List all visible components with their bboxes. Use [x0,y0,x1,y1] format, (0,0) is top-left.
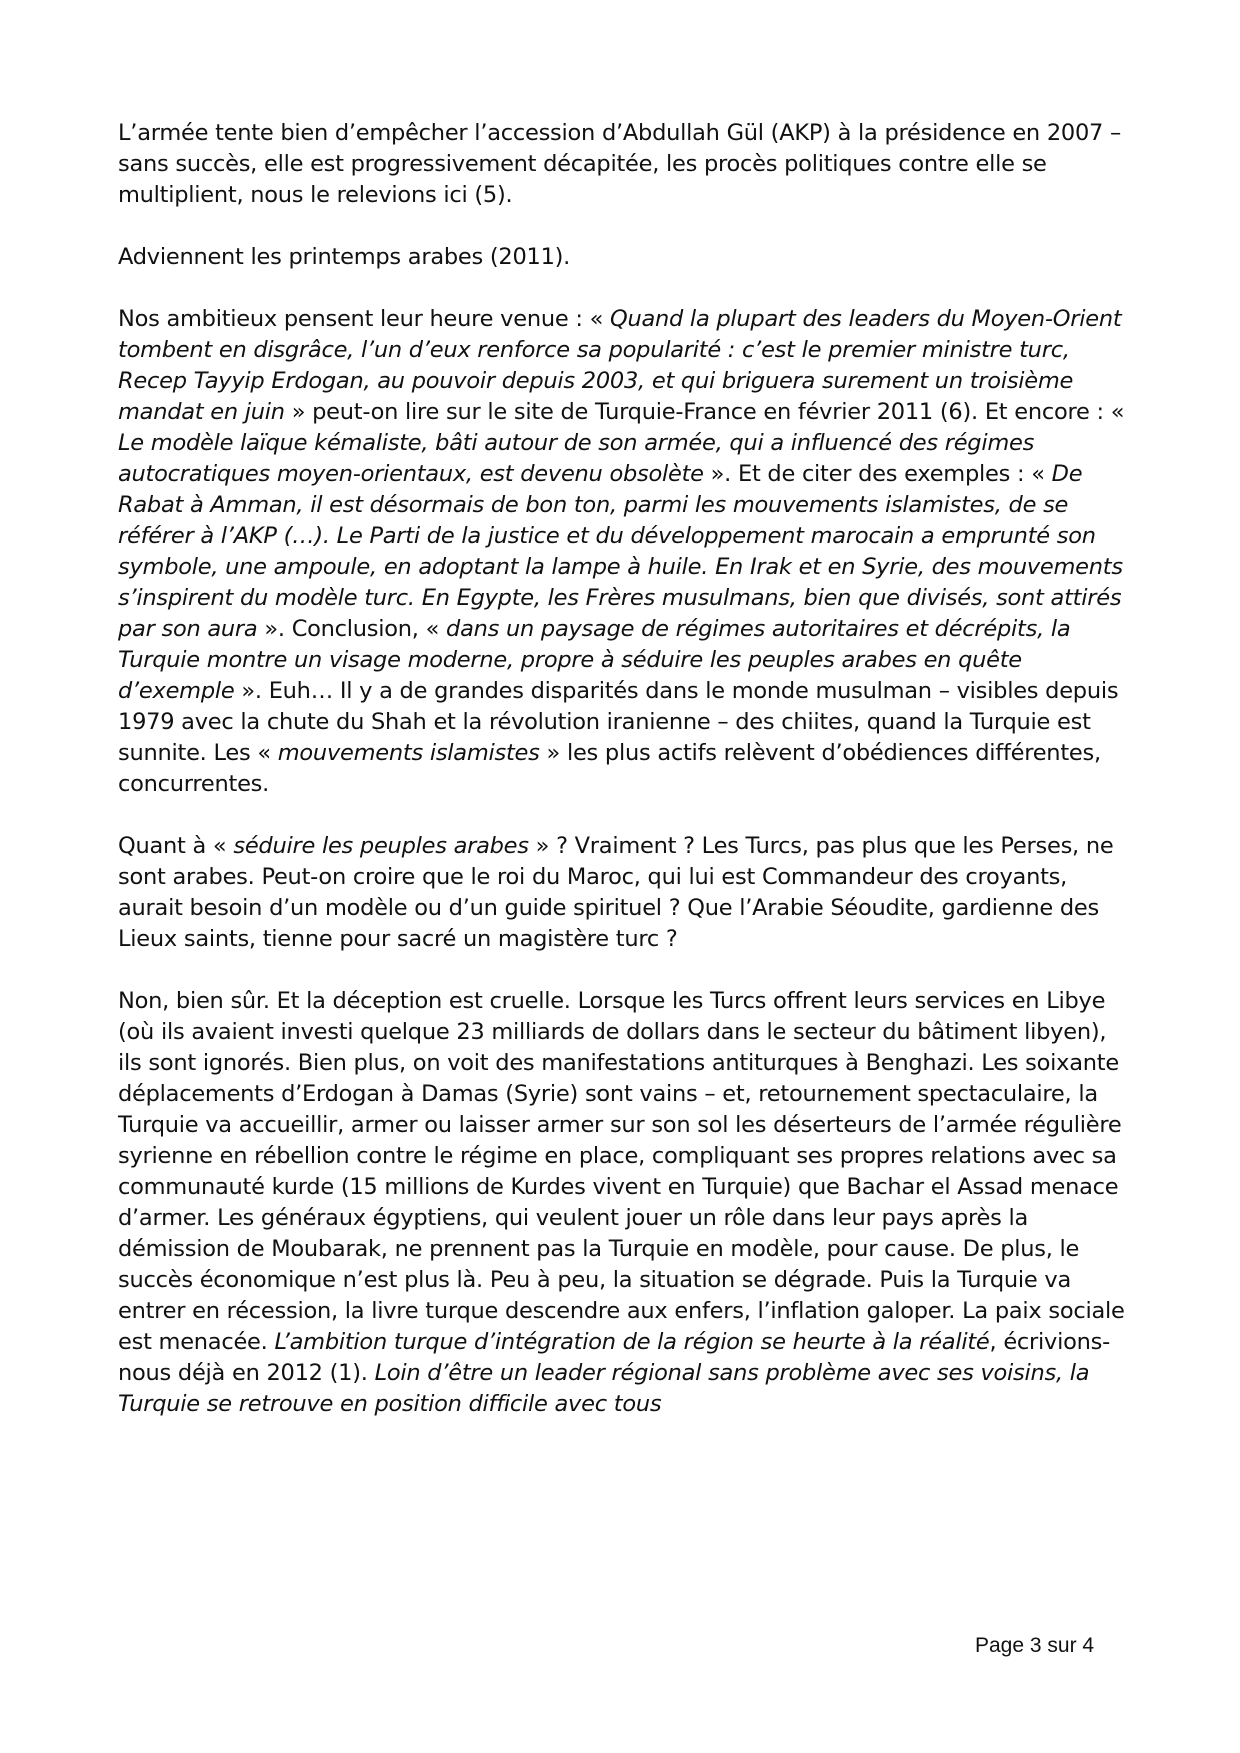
italic-quote: dans un paysage de régimes autoritaires et décrépits, la Turquie montre un visage moderne, propre à séduire les peuples arabes en quête d’exemple [118,616,1071,704]
page-number: Page 3 sur 4 [975,1634,1095,1657]
document-body [118,118,1128,1451]
paragraph [118,304,1128,800]
paragraph [118,831,1128,955]
italic-quote: L’ambition turque d’intégration de la région se heurte à la réalité [274,1329,990,1355]
text-run: , écrivions-nous déjà en 2012 (1). [118,1329,1110,1386]
italic-quote: séduire les peuples arabes [233,833,529,859]
italic-quote: Loin d’être un leader régional sans problème avec ses voisins, la Turquie se retrouve en position difficile avec tous [118,1360,1090,1417]
text-run: ». Euh… Il y a de grandes disparités dans le monde musulman – visibles depuis 1979 avec la chute du Shah et la révolution iranienne – des chiites, quand la Turquie est sunnite. Les « [118,678,1119,766]
italic-quote: mouvements islamistes [277,740,540,766]
paragraph [118,242,1128,273]
text-run: » ? Vraiment ? Les Turcs, pas plus que les Perses, ne sont arabes. Peut-on croire que le roi du Maroc, qui lui est Commandeur des croyants, aurait besoin d’un modèle ou d’un guide spirituel ? Que l’Arabie Séoudite, gardienne des Lieux saints, tienne pour sacré un magistère turc ? [118,833,1114,952]
italic-quote: Quand la plupart des leaders du Moyen-Orient tombent en disgrâce, l’un d’eux renforce sa popularité : c’est le premier ministre turc, Recep Tayyip Erdogan, au pouvoir depuis 2003, et qui briguera surement un troisième mandat en juin [118,306,1122,425]
text-run: L’armée tente bien d’empêcher l’accession d’Abdullah Gül (AKP) à la présidence en 2007 – sans succès, elle est progressivement décapitée, les procès politiques contre elle se multiplient, nous le relevions ici (5). [118,120,1121,208]
text-run: ». Et de citer des exemples : « [703,461,1052,487]
text-run: » les plus actifs relèvent d’obédiences différentes, concurrentes. [118,740,1101,797]
text-run: ». Conclusion, « [257,616,447,642]
text-run: Nos ambitieux pensent leur heure venue : « [118,306,610,332]
italic-quote: De Rabat à Amman, il est désormais de bon ton, parmi les mouvements islamistes, de se référer à l’AKP (…). Le Parti de la justice et du développement marocain a emprunté son symbole, une ampoule, en adoptant la lampe à huile. En Irak et en Syrie, des mouvements s’inspirent du modèle turc. En Egypte, les Frères musulmans, bien que divisés, sont attirés par son aura [118,461,1123,642]
text-run: Adviennent les printemps arabes (2011). [118,244,571,270]
paragraph [118,118,1128,211]
text-run: Non, bien sûr. Et la déception est cruelle. Lorsque les Turcs offrent leurs services en Libye (où ils avaient investi quelque 23 milliards de dollars dans le secteur du bâtiment libyen), ils sont ignorés. Bien plus, on voit des manifestations antiturques à Benghazi. Les soixante déplacements d’Erdogan à Damas (Syrie) sont vains – et, retournement spectaculaire, la Turquie va accueillir, armer ou laisser armer sur son sol les déserteurs de l’armée régulière syrienne en rébellion contre le régime en place, compliquant ses propres relations avec sa communauté kurde (15 millions de Kurdes vivent en Turquie) que Bachar el Assad menace d’armer. Les généraux égyptiens, qui veulent jouer un rôle dans leur pays après la démission de Moubarak, ne prennent pas la Turquie en modèle, pour cause. De plus, le succès économique n’est plus là. Peu à peu, la situation se dégrade. Puis la Turquie va entrer en récession, la livre turque descendre aux enfers, l’inflation galoper. La paix sociale est menacée. [118,988,1125,1355]
text-run: » peut-on lire sur le site de Turquie-France en février 2011 (6). Et encore : « [284,399,1125,425]
paragraph [118,986,1128,1420]
italic-quote: Le modèle laïque kémaliste, bâti autour de son armée, qui a influencé des régimes autocratiques moyen-orientaux, est devenu obsolète [118,430,1035,487]
text-run: Quant à « [118,833,234,859]
